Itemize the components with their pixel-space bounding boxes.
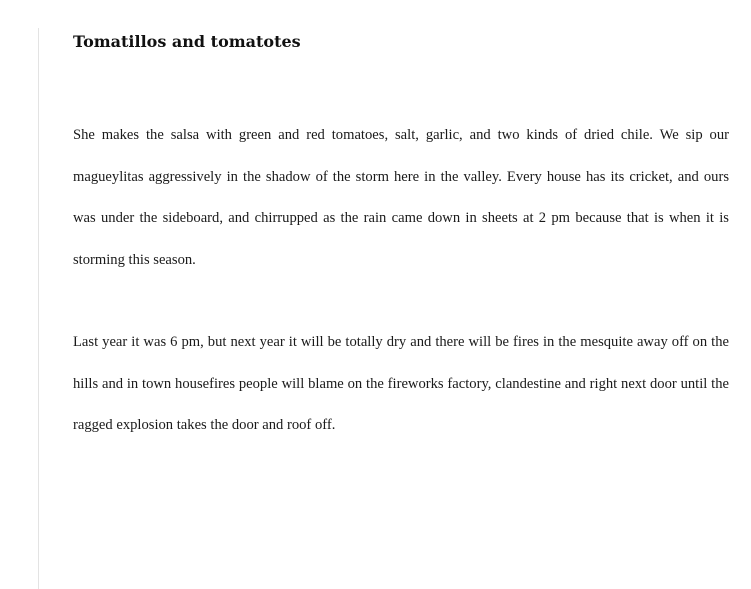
paragraph-1: She makes the salsa with green and red tomatoes, salt, garlic, and two kinds of dried chile. We sip our magueylitas aggressively in the shadow of the storm here in the valley. Every house has its cricket, and ours was under the sideboard, and chirrupped as the rain came down in sheets at 2 pm because that is when it is storming this season.	[73, 127, 729, 268]
paragraph-2: Last year it was 6 pm, but next year it will be totally dry and there will be fires in the mesquite away off on the hills and in town housefires people will blame on the fireworks factory, clandestine and right next door until the ragged explosion takes the door and roof off.	[73, 334, 729, 433]
page-margin-line	[38, 28, 39, 589]
document-title: Tomatillos and tomatotes	[73, 32, 301, 51]
document-page	[73, 30, 729, 447]
